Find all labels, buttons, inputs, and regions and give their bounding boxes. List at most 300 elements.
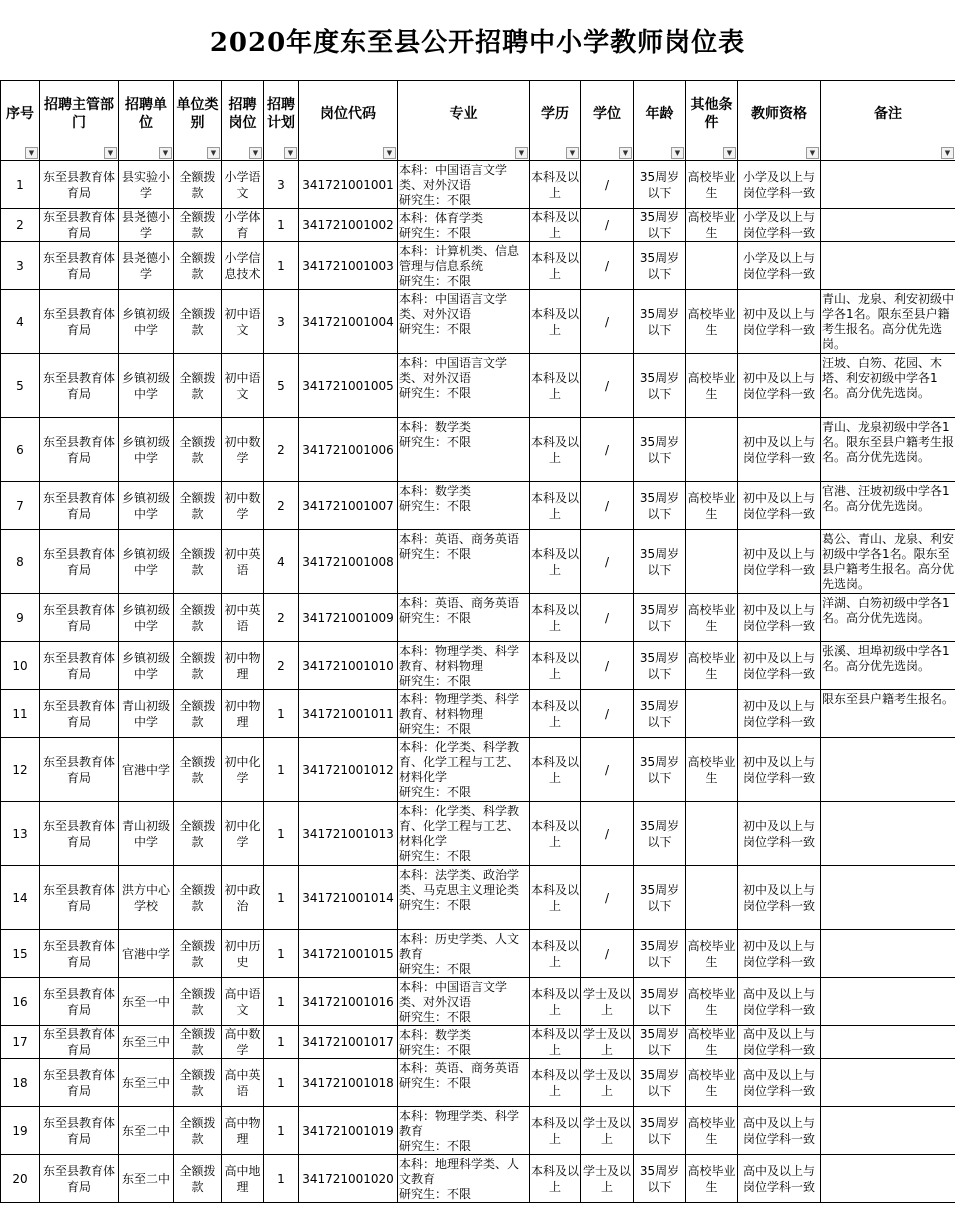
column-header bbox=[174, 81, 222, 161]
other-conditions-cell bbox=[686, 530, 738, 594]
education-cell: 本科及以上 bbox=[530, 354, 581, 418]
teacher-qualification-cell: 高中及以上与岗位学科一致 bbox=[738, 1155, 821, 1203]
dept-cell: 东至县教育体育局 bbox=[40, 930, 119, 978]
dropdown-arrow-icon[interactable]: ▼ bbox=[249, 147, 262, 159]
unit-cell: 乡镇初级中学 bbox=[119, 530, 174, 594]
table-row bbox=[1, 482, 955, 530]
row-number: 2 bbox=[1, 209, 40, 242]
table-row bbox=[1, 530, 955, 594]
dept-cell: 东至县教育体育局 bbox=[40, 354, 119, 418]
table-row bbox=[1, 1155, 955, 1203]
post-cell: 小学信息技术 bbox=[222, 242, 264, 290]
table-row bbox=[1, 690, 955, 738]
education-cell: 本科及以上 bbox=[530, 482, 581, 530]
dept-cell: 东至县教育体育局 bbox=[40, 1155, 119, 1203]
age-cell: 35周岁以下 bbox=[634, 209, 686, 242]
other-conditions-cell bbox=[686, 690, 738, 738]
teacher-qualification-cell: 高中及以上与岗位学科一致 bbox=[738, 1107, 821, 1155]
post-cell: 初中物理 bbox=[222, 690, 264, 738]
post-cell: 初中物理 bbox=[222, 642, 264, 690]
post-code-cell: 341721001015 bbox=[299, 930, 398, 978]
other-conditions-cell: 高校毕业生 bbox=[686, 930, 738, 978]
degree-cell: / bbox=[581, 866, 634, 930]
dept-cell: 东至县教育体育局 bbox=[40, 866, 119, 930]
education-cell: 本科及以上 bbox=[531, 210, 580, 240]
post-cell: 初中历史 bbox=[222, 930, 264, 978]
unit-cell: 乡镇初级中学 bbox=[119, 482, 174, 530]
age-cell: 35周岁以下 bbox=[634, 978, 686, 1026]
column-header bbox=[1, 81, 40, 161]
post-cell: 初中政治 bbox=[222, 866, 264, 930]
column-header-label: 单位类别 bbox=[176, 96, 219, 131]
note-cell bbox=[821, 161, 955, 209]
other-conditions-cell bbox=[686, 802, 738, 866]
column-header bbox=[264, 81, 299, 161]
unit-cell: 东至二中 bbox=[119, 1155, 174, 1203]
plan-cell: 1 bbox=[264, 1059, 299, 1107]
category-cell: 全额拨款 bbox=[174, 866, 222, 930]
category-cell: 全额拨款 bbox=[174, 482, 222, 530]
post-cell: 初中英语 bbox=[222, 594, 264, 642]
post-cell: 初中语文 bbox=[222, 354, 264, 418]
teacher-qualification-cell: 高中及以上与岗位学科一致 bbox=[738, 1026, 821, 1059]
column-header-label: 年龄 bbox=[645, 105, 674, 122]
category-cell: 全额拨款 bbox=[174, 1059, 222, 1107]
degree-cell: / bbox=[581, 209, 634, 242]
row-number: 20 bbox=[1, 1155, 40, 1203]
column-header-label: 学位 bbox=[593, 105, 621, 122]
post-code-cell: 341721001013 bbox=[299, 802, 398, 866]
post-code-cell: 341721001011 bbox=[299, 690, 398, 738]
degree-cell: / bbox=[581, 594, 634, 642]
degree-cell: / bbox=[581, 930, 634, 978]
column-header bbox=[738, 81, 821, 161]
unit-cell: 乡镇初级中学 bbox=[119, 594, 174, 642]
age-cell: 35周岁以下 bbox=[634, 161, 686, 209]
post-cell: 初中数学 bbox=[222, 418, 264, 482]
degree-cell: 学士及以上 bbox=[581, 978, 634, 1026]
age-cell: 35周岁以下 bbox=[634, 242, 686, 290]
row-number: 14 bbox=[1, 866, 40, 930]
unit-cell: 乡镇初级中学 bbox=[119, 642, 174, 690]
plan-cell: 3 bbox=[264, 161, 299, 209]
dropdown-arrow-icon[interactable]: ▼ bbox=[941, 147, 954, 159]
plan-cell: 1 bbox=[264, 930, 299, 978]
unit-cell: 乡镇初级中学 bbox=[119, 290, 174, 354]
other-conditions-cell: 高校毕业生 bbox=[687, 1027, 736, 1057]
post-cell: 高中语文 bbox=[222, 978, 264, 1026]
post-cell: 高中英语 bbox=[222, 1059, 264, 1107]
column-header bbox=[398, 81, 530, 161]
category-cell: 全额拨款 bbox=[174, 209, 222, 242]
column-header-label: 专业 bbox=[449, 105, 478, 122]
table-row bbox=[1, 1107, 955, 1155]
table-row bbox=[1, 418, 955, 482]
post-code-cell: 341721001017 bbox=[299, 1026, 398, 1059]
plan-cell: 5 bbox=[264, 354, 299, 418]
teacher-qualification-cell: 初中及以上与岗位学科一致 bbox=[738, 418, 821, 482]
row-number: 3 bbox=[1, 242, 40, 290]
plan-cell: 2 bbox=[264, 418, 299, 482]
column-header-label: 招聘主管部门 bbox=[44, 96, 114, 131]
plan-cell: 4 bbox=[264, 530, 299, 594]
dept-cell: 东至县教育体育局 bbox=[40, 1107, 119, 1155]
major-cell: 本科：化学类、科学教育、化学工程与工艺、材料化学 研究生：不限 bbox=[398, 738, 530, 802]
unit-cell: 官港中学 bbox=[119, 930, 174, 978]
education-cell: 本科及以上 bbox=[530, 802, 581, 866]
post-cell: 初中化学 bbox=[222, 802, 264, 866]
table-row bbox=[1, 242, 955, 290]
plan-cell: 1 bbox=[264, 242, 299, 290]
category-cell: 全额拨款 bbox=[174, 738, 222, 802]
dept-cell: 东至县教育体育局 bbox=[40, 690, 119, 738]
row-number: 15 bbox=[1, 930, 40, 978]
education-cell: 本科及以上 bbox=[530, 530, 581, 594]
age-cell: 35周岁以下 bbox=[634, 530, 686, 594]
major-cell: 本科：法学类、政治学类、马克思主义理论类 研究生：不限 bbox=[398, 866, 530, 930]
post-code-cell: 341721001003 bbox=[299, 242, 398, 290]
post-cell: 初中英语 bbox=[222, 530, 264, 594]
major-cell: 本科：物理学类、科学教育 研究生：不限 bbox=[398, 1107, 530, 1155]
column-header-label: 其他条件 bbox=[690, 96, 733, 131]
plan-cell: 2 bbox=[264, 482, 299, 530]
note-cell bbox=[821, 242, 955, 290]
column-header bbox=[821, 81, 955, 161]
unit-cell: 青山初级中学 bbox=[119, 802, 174, 866]
post-code-cell: 341721001002 bbox=[299, 209, 398, 242]
plan-cell: 1 bbox=[264, 1107, 299, 1155]
category-cell: 全额拨款 bbox=[174, 1026, 222, 1059]
age-cell: 35周岁以下 bbox=[634, 802, 686, 866]
table-row bbox=[1, 354, 955, 418]
post-cell: 高中物理 bbox=[222, 1107, 264, 1155]
education-cell: 本科及以上 bbox=[530, 690, 581, 738]
post-code-cell: 341721001007 bbox=[299, 482, 398, 530]
teacher-qualification-cell: 小学及以上与岗位学科一致 bbox=[738, 242, 821, 290]
note-cell: 限东至县户籍考生报名。 bbox=[821, 690, 955, 738]
other-conditions-cell bbox=[686, 418, 738, 482]
unit-cell: 东至一中 bbox=[119, 978, 174, 1026]
column-header-label: 备注 bbox=[874, 105, 902, 122]
table-row bbox=[1, 802, 955, 866]
plan-cell: 2 bbox=[264, 642, 299, 690]
education-cell: 本科及以上 bbox=[530, 161, 581, 209]
other-conditions-cell: 高校毕业生 bbox=[686, 978, 738, 1026]
row-number: 8 bbox=[1, 530, 40, 594]
row-number: 11 bbox=[1, 690, 40, 738]
other-conditions-cell: 高校毕业生 bbox=[686, 1107, 738, 1155]
dept-cell: 东至县教育体育局 bbox=[40, 1059, 119, 1107]
table-row bbox=[1, 866, 955, 930]
plan-cell: 1 bbox=[264, 1155, 299, 1203]
note-cell bbox=[821, 738, 955, 802]
column-header bbox=[581, 81, 634, 161]
other-conditions-cell: 高校毕业生 bbox=[686, 594, 738, 642]
category-cell: 全额拨款 bbox=[174, 530, 222, 594]
category-cell: 全额拨款 bbox=[174, 418, 222, 482]
unit-cell: 洪方中心学校 bbox=[119, 866, 174, 930]
category-cell: 全额拨款 bbox=[174, 978, 222, 1026]
row-number: 12 bbox=[1, 738, 40, 802]
column-header bbox=[222, 81, 264, 161]
post-code-cell: 341721001008 bbox=[299, 530, 398, 594]
major-cell: 本科：英语、商务英语 研究生：不限 bbox=[398, 1059, 530, 1107]
table-row bbox=[1, 1026, 955, 1059]
major-cell: 本科：数学类 研究生：不限 bbox=[398, 1026, 530, 1059]
education-cell: 本科及以上 bbox=[531, 1027, 580, 1057]
post-code-cell: 341721001005 bbox=[299, 354, 398, 418]
dropdown-arrow-icon[interactable]: ▼ bbox=[104, 147, 117, 159]
teacher-qualification-cell: 初中及以上与岗位学科一致 bbox=[738, 930, 821, 978]
dept-cell: 东至县教育体育局 bbox=[40, 978, 119, 1026]
dept-cell: 东至县教育体育局 bbox=[40, 802, 119, 866]
category-cell: 全额拨款 bbox=[174, 1107, 222, 1155]
column-header-label: 招聘单位 bbox=[125, 96, 167, 131]
row-number: 7 bbox=[1, 482, 40, 530]
post-cell: 小学语文 bbox=[222, 161, 264, 209]
major-cell: 本科：数学类 研究生：不限 bbox=[398, 482, 530, 530]
age-cell: 35周岁以下 bbox=[634, 930, 686, 978]
category-cell: 全额拨款 bbox=[174, 690, 222, 738]
education-cell: 本科及以上 bbox=[530, 418, 581, 482]
unit-cell: 县尧德小学 bbox=[119, 209, 174, 242]
education-cell: 本科及以上 bbox=[530, 978, 581, 1026]
unit-cell: 东至二中 bbox=[119, 1107, 174, 1155]
other-conditions-cell: 高校毕业生 bbox=[686, 161, 738, 209]
row-number: 13 bbox=[1, 802, 40, 866]
education-cell: 本科及以上 bbox=[530, 866, 581, 930]
column-header-label: 招聘岗位 bbox=[228, 96, 257, 131]
degree-cell: / bbox=[581, 354, 634, 418]
category-cell: 全额拨款 bbox=[174, 242, 222, 290]
dropdown-arrow-icon[interactable]: ▼ bbox=[515, 147, 528, 159]
degree-cell: 学士及以上 bbox=[581, 1155, 634, 1203]
positions-table bbox=[0, 80, 955, 1203]
plan-cell: 1 bbox=[264, 1026, 299, 1059]
row-number: 16 bbox=[1, 978, 40, 1026]
major-cell: 本科：中国语言文学类、对外汉语 研究生：不限 bbox=[398, 161, 530, 209]
row-number: 17 bbox=[1, 1026, 40, 1059]
plan-cell: 1 bbox=[264, 209, 299, 242]
major-cell: 本科：计算机类、信息管理与信息系统 研究生：不限 bbox=[398, 242, 530, 290]
post-code-cell: 341721001020 bbox=[299, 1155, 398, 1203]
column-header bbox=[634, 81, 686, 161]
post-code-cell: 341721001009 bbox=[299, 594, 398, 642]
note-cell bbox=[821, 1059, 955, 1107]
row-number: 19 bbox=[1, 1107, 40, 1155]
education-cell: 本科及以上 bbox=[530, 642, 581, 690]
other-conditions-cell: 高校毕业生 bbox=[687, 210, 736, 240]
major-cell: 本科：英语、商务英语 研究生：不限 bbox=[398, 594, 530, 642]
teacher-qualification-cell: 初中及以上与岗位学科一致 bbox=[738, 530, 821, 594]
table-row bbox=[1, 209, 955, 242]
dropdown-arrow-icon[interactable]: ▼ bbox=[25, 147, 38, 159]
note-cell bbox=[821, 1107, 955, 1155]
table-row bbox=[1, 290, 955, 354]
teacher-qualification-cell: 初中及以上与岗位学科一致 bbox=[738, 642, 821, 690]
teacher-qualification-cell: 初中及以上与岗位学科一致 bbox=[738, 594, 821, 642]
dropdown-arrow-icon[interactable]: ▼ bbox=[806, 147, 819, 159]
degree-cell: 学士及以上 bbox=[581, 1059, 634, 1107]
other-conditions-cell: 高校毕业生 bbox=[686, 642, 738, 690]
post-cell: 初中数学 bbox=[222, 482, 264, 530]
category-cell: 全额拨款 bbox=[174, 354, 222, 418]
row-number: 10 bbox=[1, 642, 40, 690]
other-conditions-cell: 高校毕业生 bbox=[686, 738, 738, 802]
column-header-label: 序号 bbox=[6, 105, 34, 122]
table-row bbox=[1, 1059, 955, 1107]
other-conditions-cell: 高校毕业生 bbox=[686, 1059, 738, 1107]
age-cell: 35周岁以下 bbox=[634, 594, 686, 642]
note-cell bbox=[821, 1026, 955, 1059]
unit-cell: 县尧德小学 bbox=[119, 242, 174, 290]
age-cell: 35周岁以下 bbox=[634, 290, 686, 354]
other-conditions-cell bbox=[686, 866, 738, 930]
note-cell: 洋湖、白笏初级中学各1名。高分优先选岗。 bbox=[821, 594, 955, 642]
note-cell: 青山、龙泉、利安初级中学各1名。限东至县户籍考生报名。高分优先选岗。 bbox=[821, 290, 955, 354]
page-title: 2020年度东至县公开招聘中小学教师岗位表 bbox=[209, 27, 746, 58]
post-code-cell: 341721001018 bbox=[299, 1059, 398, 1107]
column-header-label: 学历 bbox=[541, 105, 569, 122]
teacher-qualification-cell: 初中及以上与岗位学科一致 bbox=[738, 290, 821, 354]
post-code-cell: 341721001006 bbox=[299, 418, 398, 482]
category-cell: 全额拨款 bbox=[174, 642, 222, 690]
other-conditions-cell: 高校毕业生 bbox=[686, 482, 738, 530]
teacher-qualification-cell: 初中及以上与岗位学科一致 bbox=[738, 354, 821, 418]
row-number: 6 bbox=[1, 418, 40, 482]
major-cell: 本科：中国语言文学类、对外汉语 研究生：不限 bbox=[398, 354, 530, 418]
header-row bbox=[1, 81, 955, 161]
education-cell: 本科及以上 bbox=[530, 930, 581, 978]
age-cell: 35周岁以下 bbox=[634, 418, 686, 482]
teacher-qualification-cell: 高中及以上与岗位学科一致 bbox=[738, 978, 821, 1026]
column-header bbox=[299, 81, 398, 161]
dropdown-arrow-icon[interactable]: ▼ bbox=[671, 147, 684, 159]
post-code-cell: 341721001012 bbox=[299, 738, 398, 802]
degree-cell: / bbox=[581, 242, 634, 290]
column-header bbox=[686, 81, 738, 161]
major-cell: 本科：数学类 研究生：不限 bbox=[398, 418, 530, 482]
post-cell: 高中地理 bbox=[222, 1155, 264, 1203]
note-cell bbox=[821, 866, 955, 930]
dept-cell: 东至县教育体育局 bbox=[40, 209, 119, 242]
dept-cell: 东至县教育体育局 bbox=[40, 290, 119, 354]
dept-cell: 东至县教育体育局 bbox=[40, 482, 119, 530]
dept-cell: 东至县教育体育局 bbox=[40, 642, 119, 690]
category-cell: 全额拨款 bbox=[174, 802, 222, 866]
dropdown-arrow-icon[interactable]: ▼ bbox=[723, 147, 736, 159]
education-cell: 本科及以上 bbox=[530, 594, 581, 642]
plan-cell: 3 bbox=[264, 290, 299, 354]
degree-cell: / bbox=[581, 418, 634, 482]
post-cell: 高中数学 bbox=[222, 1026, 264, 1059]
table-body bbox=[1, 161, 955, 1203]
dropdown-arrow-icon[interactable]: ▼ bbox=[566, 147, 579, 159]
degree-cell: / bbox=[581, 690, 634, 738]
note-cell: 青山、龙泉初级中学各1名。限东至县户籍考生报名。高分优先选岗。 bbox=[821, 418, 955, 482]
row-number: 18 bbox=[1, 1059, 40, 1107]
teacher-qualification-cell: 初中及以上与岗位学科一致 bbox=[738, 482, 821, 530]
dropdown-arrow-icon[interactable]: ▼ bbox=[159, 147, 172, 159]
dropdown-arrow-icon[interactable]: ▼ bbox=[383, 147, 396, 159]
unit-cell: 官港中学 bbox=[119, 738, 174, 802]
major-cell: 本科：物理学类、科学教育、材料物理 研究生：不限 bbox=[398, 642, 530, 690]
age-cell: 35周岁以下 bbox=[634, 690, 686, 738]
dept-cell: 东至县教育体育局 bbox=[40, 738, 119, 802]
post-code-cell: 341721001019 bbox=[299, 1107, 398, 1155]
education-cell: 本科及以上 bbox=[530, 1107, 581, 1155]
plan-cell: 1 bbox=[264, 690, 299, 738]
post-cell: 初中语文 bbox=[222, 290, 264, 354]
dept-cell: 东至县教育体育局 bbox=[40, 418, 119, 482]
degree-cell: / bbox=[581, 738, 634, 802]
dropdown-arrow-icon[interactable]: ▼ bbox=[284, 147, 297, 159]
teacher-qualification-cell: 小学及以上与岗位学科一致 bbox=[738, 161, 821, 209]
category-cell: 全额拨款 bbox=[174, 594, 222, 642]
dept-cell: 东至县教育体育局 bbox=[40, 242, 119, 290]
teacher-qualification-cell: 初中及以上与岗位学科一致 bbox=[738, 802, 821, 866]
row-number: 5 bbox=[1, 354, 40, 418]
degree-cell: / bbox=[581, 290, 634, 354]
other-conditions-cell bbox=[686, 242, 738, 290]
unit-cell: 乡镇初级中学 bbox=[119, 418, 174, 482]
major-cell: 本科：中国语言文学类、对外汉语 研究生：不限 bbox=[398, 978, 530, 1026]
unit-cell: 乡镇初级中学 bbox=[119, 354, 174, 418]
dropdown-arrow-icon[interactable]: ▼ bbox=[619, 147, 632, 159]
column-header-label: 招聘计划 bbox=[267, 96, 295, 131]
teacher-qualification-cell: 高中及以上与岗位学科一致 bbox=[738, 1059, 821, 1107]
degree-cell: / bbox=[581, 161, 634, 209]
post-cell: 小学体育 bbox=[222, 209, 264, 242]
note-cell: 汪坡、白笏、花园、木塔、利安初级中学各1名。高分优先选岗。 bbox=[821, 354, 955, 418]
row-number: 4 bbox=[1, 290, 40, 354]
column-header bbox=[530, 81, 581, 161]
dept-cell: 东至县教育体育局 bbox=[40, 594, 119, 642]
age-cell: 35周岁以下 bbox=[634, 866, 686, 930]
education-cell: 本科及以上 bbox=[530, 290, 581, 354]
education-cell: 本科及以上 bbox=[530, 1059, 581, 1107]
post-code-cell: 341721001004 bbox=[299, 290, 398, 354]
degree-cell: 学士及以上 bbox=[581, 1026, 634, 1059]
post-code-cell: 341721001014 bbox=[299, 866, 398, 930]
education-cell: 本科及以上 bbox=[530, 1155, 581, 1203]
dept-cell: 东至县教育体育局 bbox=[40, 161, 119, 209]
note-cell bbox=[821, 209, 955, 242]
note-cell bbox=[821, 930, 955, 978]
post-cell: 初中化学 bbox=[222, 738, 264, 802]
plan-cell: 2 bbox=[264, 594, 299, 642]
table-row bbox=[1, 978, 955, 1026]
degree-cell: / bbox=[581, 482, 634, 530]
major-cell: 本科：中国语言文学类、对外汉语 研究生：不限 bbox=[398, 290, 530, 354]
dropdown-arrow-icon[interactable]: ▼ bbox=[207, 147, 220, 159]
note-cell bbox=[821, 802, 955, 866]
dept-cell: 东至县教育体育局 bbox=[40, 1026, 119, 1059]
major-cell: 本科：化学类、科学教育、化学工程与工艺、材料化学 研究生：不限 bbox=[398, 802, 530, 866]
major-cell: 本科：地理科学类、人文教育 研究生：不限 bbox=[398, 1155, 530, 1203]
row-number: 9 bbox=[1, 594, 40, 642]
post-code-cell: 341721001016 bbox=[299, 978, 398, 1026]
column-header bbox=[119, 81, 174, 161]
plan-cell: 1 bbox=[264, 866, 299, 930]
other-conditions-cell: 高校毕业生 bbox=[686, 1155, 738, 1203]
major-cell: 本科：历史学类、人文教育 研究生：不限 bbox=[398, 930, 530, 978]
other-conditions-cell: 高校毕业生 bbox=[686, 290, 738, 354]
age-cell: 35周岁以下 bbox=[634, 1026, 686, 1059]
category-cell: 全额拨款 bbox=[174, 161, 222, 209]
category-cell: 全额拨款 bbox=[174, 1155, 222, 1203]
degree-cell: 学士及以上 bbox=[581, 1107, 634, 1155]
